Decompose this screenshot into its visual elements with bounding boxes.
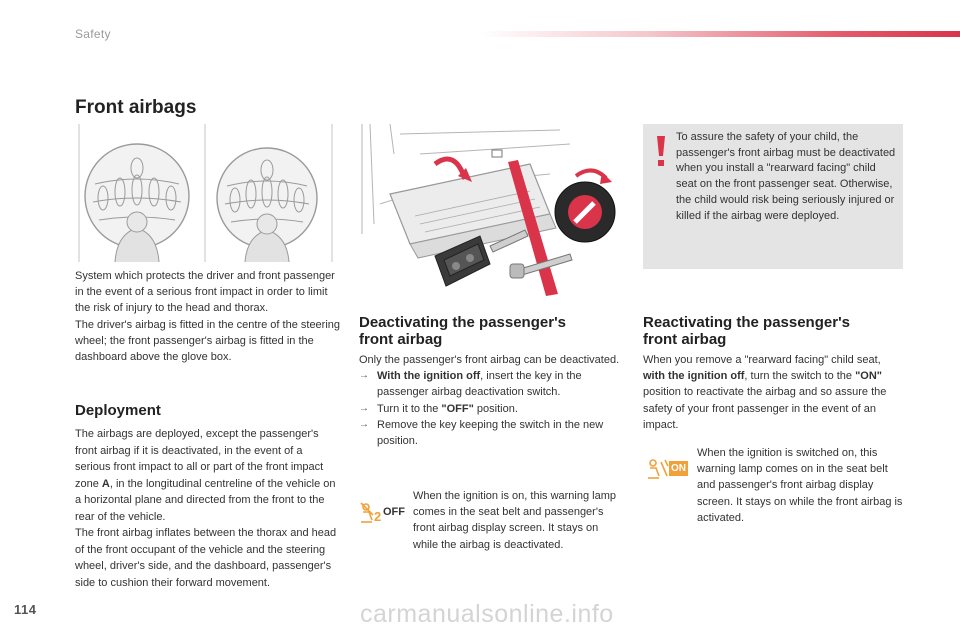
deployment-paragraph-2: The front airbag inflates between the thorax and head of the front occupant of the vehicle and the steering wheel, driver's side, and the dashboard, passenger's side to cushion their forward movement. xyxy=(75,527,337,589)
deactivating-step-2: → Turn it to the "OFF" position. xyxy=(359,401,621,417)
deployment-text xyxy=(75,426,337,591)
deactivating-step-3: → Remove the key keeping the switch in the new position. xyxy=(359,417,621,449)
deactivating-title: Deactivating the passenger's front airbag xyxy=(359,314,566,348)
on-lamp-note: When the ignition is switched on, this warning lamp comes on in the seat belt and passenger's front airbag display screen. It stays on while the front airbag is activated. xyxy=(697,447,903,524)
page-title: Front airbags xyxy=(75,97,197,118)
intro-paragraph-1: System which protects the driver and front passenger in the event of a serious front impact in order to limit the risk of injury to the head and thorax. xyxy=(75,270,335,315)
intro-paragraph-2: The driver's airbag is fitted in the centre of the steering wheel; the front passenger's airbag is fitted in the dashboard above the glove box. xyxy=(75,318,341,364)
deployment-title: Deployment xyxy=(75,402,161,419)
reactivating-paragraph: When you remove a "rearward facing" child seat, with the ignition off, turn the switch to the "ON" position to reactivate the airbag and so assure the safety of your front passenger in the event of an impact. xyxy=(643,354,887,431)
deactivation-switch-figure xyxy=(360,124,616,298)
child-seat-warning-box xyxy=(643,124,903,269)
airbag-switch-illustration xyxy=(555,170,615,242)
reactivating-title: Reactivating the passenger's front airbag xyxy=(643,314,850,348)
steering-wheel-airbag-figure xyxy=(75,124,337,262)
exclamation-icon xyxy=(653,134,669,168)
passenger-airbag-illustration xyxy=(217,148,317,262)
off-lamp-note: When the ignition is on, this warning lamp comes in the seat belt and passenger's front airbag display screen. It stays on while the airbag is deactivated. xyxy=(413,490,616,551)
header-accent-bar xyxy=(480,31,960,37)
deactivating-intro: Only the passenger's front airbag can be deactivated. xyxy=(359,354,620,366)
intro-text xyxy=(75,268,340,365)
airbag-on-label: ON xyxy=(671,463,686,474)
watermark: carmanualsonline.info xyxy=(360,600,614,628)
warning-text: To assure the safety of your child, the passenger's front airbag must be deactivated when you install a "rearward facing" child seat on the front passenger seat. Otherwise, the child would risk being seriously injured or killed if the airbag were deployed. xyxy=(676,131,896,222)
deactivating-steps xyxy=(359,368,621,449)
deactivating-text xyxy=(359,352,621,449)
deactivating-step-1: → With the ignition off, insert the key in the passenger airbag deactivation switch. xyxy=(359,368,621,400)
deployment-paragraph-1: The airbags are deployed, except the passenger's front airbag if it is deactivated, in the event of a serious front impact to all or part of the front impact zone A, in the longitudinal centreline of the vehicle on a horizontal plane and directed from the front to the rear of the vehicle. xyxy=(75,428,336,523)
section-label: Safety xyxy=(75,27,111,41)
reactivating-text xyxy=(643,352,905,433)
airbag-off-label: OFF xyxy=(383,506,405,518)
page-number: 114 xyxy=(14,602,37,617)
airbag-on-warning-icon xyxy=(645,458,669,480)
driver-airbag-illustration xyxy=(85,144,189,262)
svg-text:2: 2 xyxy=(374,509,382,524)
